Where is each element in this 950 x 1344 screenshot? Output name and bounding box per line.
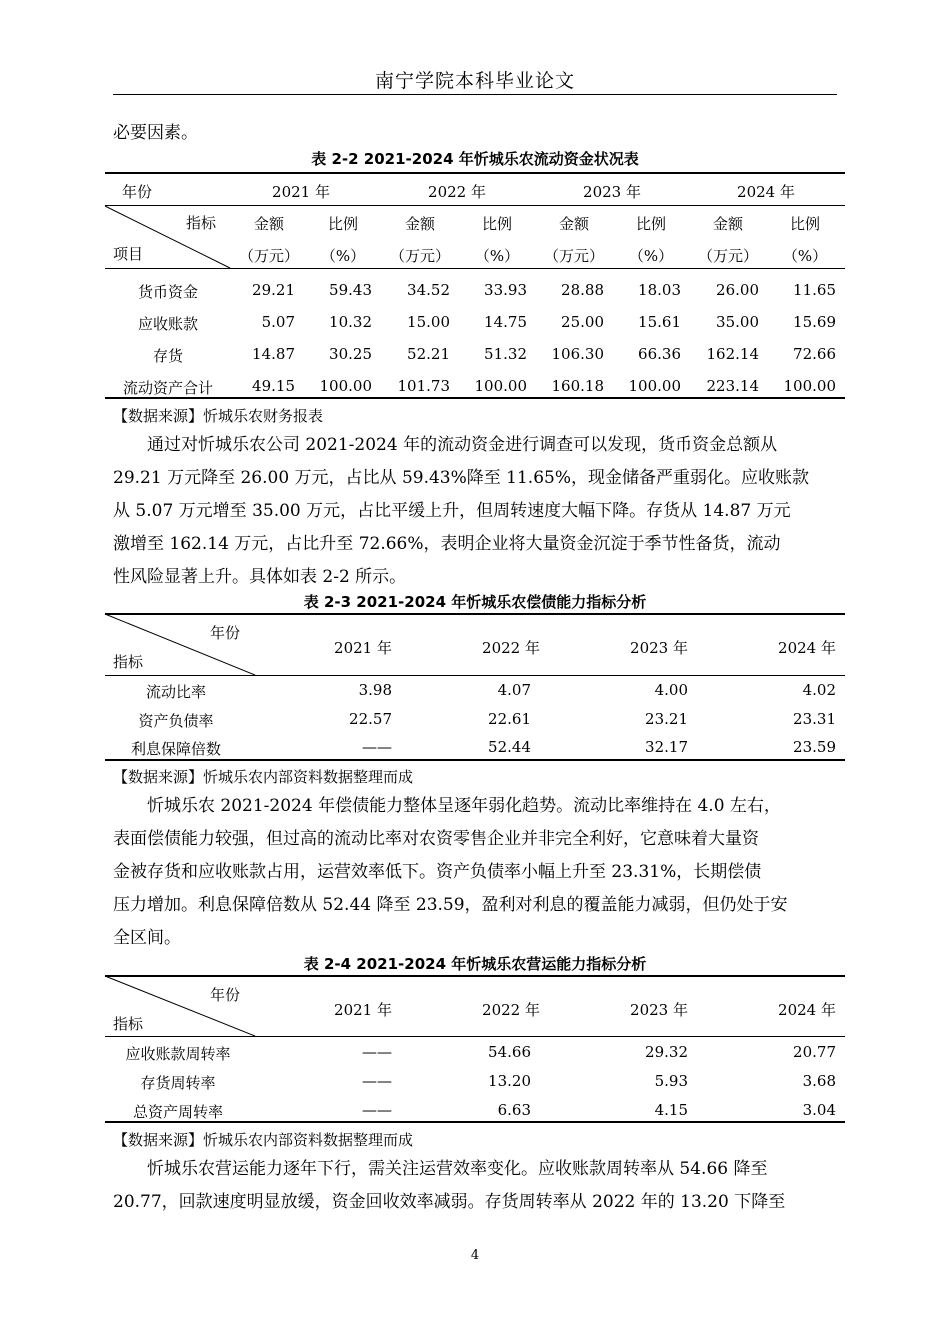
table-2-2-amount-label: 金额 — [404, 215, 436, 233]
page-header-title: 南宁学院本科毕业论文 — [374, 70, 575, 92]
table-2-4-cell: —— — [362, 1101, 392, 1119]
intro-line: 必要因素。 — [113, 123, 198, 143]
page-number: 4 — [470, 1248, 480, 1263]
table-2-2-cell: 15.69 — [793, 313, 836, 331]
table-2-3-year: 2024 年 — [778, 639, 836, 657]
table-2-2-year: 2021 年 — [272, 183, 330, 201]
paragraph-line: 忻城乐农营运能力逐年下行，需关注运营效率变化。应收账款周转率从 54.66 降至 — [147, 1159, 768, 1179]
table-2-3-cell: 22.61 — [488, 710, 531, 728]
table-2-2-cell: 100.00 — [319, 377, 372, 395]
table-2-3-cell: 4.07 — [497, 681, 531, 699]
table-2-3-cell: 23.21 — [645, 710, 688, 728]
table-2-2-amount-unit: （万元） — [543, 247, 605, 265]
table-2-3-row-label: 利息保障倍数 — [130, 740, 222, 758]
table-2-4-source: 【数据来源】忻城乐农内部资料数据整理而成 — [113, 1131, 414, 1149]
paragraph-3 — [113, 1153, 837, 1219]
table-2-4-cell: 3.04 — [802, 1101, 836, 1119]
table-2-3-cell: —— — [362, 738, 392, 756]
table-2-2-cell: 162.14 — [706, 345, 759, 363]
table-2-2-cell: 15.00 — [407, 313, 450, 331]
table-2-2-ratio-unit: （%） — [782, 247, 828, 265]
table-2-4-year-label: 年份 — [210, 986, 241, 1004]
paragraph-line: 忻城乐农 2021-2024 年偿债能力整体呈逐年弱化趋势。流动比率维持在 4.0 左右， — [147, 796, 781, 816]
table-2-2-ratio-unit: （%） — [320, 247, 366, 265]
table-2-2-cell: 100.00 — [783, 377, 836, 395]
table-2-4-year: 2022 年 — [482, 1001, 540, 1019]
table-2-2-cell: 59.43 — [329, 281, 372, 299]
table-2-2-cell: 101.73 — [397, 377, 450, 395]
table-2-2-cell: 49.15 — [252, 377, 295, 395]
table-2-2-caption: 表 2-2 2021-2024 年忻城乐农流动资金状况表 — [311, 150, 639, 168]
table-2-2-cell: 29.21 — [252, 281, 295, 299]
table-2-2-cell: 52.21 — [407, 345, 450, 363]
table-2-3-cell: 23.31 — [793, 710, 836, 728]
table-2-2-cell: 15.61 — [638, 313, 681, 331]
table-2-4-row-label: 存货周转率 — [140, 1074, 216, 1092]
table-2-2-cell: 100.00 — [474, 377, 527, 395]
paragraph-line: 通过对忻城乐农公司 2021-2024 年的流动资金进行调查可以发现，货币资金总额从 — [147, 435, 778, 455]
table-2-3-row-label: 资产负债率 — [138, 712, 214, 730]
table-2-3-indicator-label: 指标 — [113, 653, 144, 671]
table-2-4-row-label: 总资产周转率 — [132, 1103, 224, 1121]
table-2-2-cell: 66.36 — [638, 345, 681, 363]
table-2-2-cell: 100.00 — [628, 377, 681, 395]
paragraph-line: 激增至 162.14 万元，占比升至 72.66%，表明企业将大量资金沉淀于季节性备货，流动 — [113, 534, 781, 554]
paragraph-line: 29.21 万元降至 26.00 万元，占比从 59.43%降至 11.65%，现金储备严重弱化。应收账款 — [113, 468, 809, 488]
table-2-2-cell: 10.32 — [329, 313, 372, 331]
table-2-3-source: 【数据来源】忻城乐农内部资料数据整理而成 — [113, 768, 414, 786]
table-2-2-ratio-unit: （%） — [628, 247, 674, 265]
table-2-2-amount-unit: （万元） — [238, 247, 300, 265]
paragraph-line: 压力增加。利息保障倍数从 52.44 降至 23.59，盈利对利息的覆盖能力减弱，但仍处于安 — [113, 895, 788, 915]
table-2-3-row-label: 流动比率 — [145, 683, 207, 701]
paragraph-line: 表面偿债能力较强，但过高的流动比率对农资零售企业并非完全利好，它意味着大量资 — [113, 829, 759, 849]
table-2-2-cell: 26.00 — [716, 281, 759, 299]
table-2-2-year: 2023 年 — [583, 183, 641, 201]
table-2-4-row-label: 应收账款周转率 — [125, 1045, 231, 1063]
table-2-4-cell: 13.20 — [488, 1072, 531, 1090]
table-2-4-year: 2023 年 — [630, 1001, 688, 1019]
table-2-2-cell: 34.52 — [407, 281, 450, 299]
table-2-2-cell: 14.75 — [484, 313, 527, 331]
table-2-3-cell: 32.17 — [645, 738, 688, 756]
table-2-4-cell: 4.15 — [654, 1101, 688, 1119]
table-2-4-cell: —— — [362, 1043, 392, 1061]
table-2-2-cell: 28.88 — [561, 281, 604, 299]
table-2-2-year-label: 年份 — [122, 183, 153, 201]
table-2-3-year: 2022 年 — [482, 639, 540, 657]
table-2-2-item-label: 项目 — [113, 245, 144, 263]
table-2-2-ratio-unit: （%） — [474, 247, 520, 265]
table-2-2-cell: 5.07 — [261, 313, 295, 331]
paragraph-line: 从 5.07 万元增至 35.00 万元，占比平缓上升，但周转速度大幅下降。存货从 14.87 万元 — [113, 501, 791, 521]
table-2-3-cell: 23.59 — [793, 738, 836, 756]
table-2-4-bottom-rule — [105, 1121, 845, 1123]
table-2-3-year-label: 年份 — [210, 624, 241, 642]
table-2-4-indicator-label: 指标 — [113, 1015, 144, 1033]
table-2-2-cell: 35.00 — [716, 313, 759, 331]
table-2-3-cell: 4.00 — [654, 681, 688, 699]
table-2-2-amount-label: 金额 — [558, 215, 590, 233]
table-2-2-cell: 160.18 — [551, 377, 604, 395]
table-2-3-cell: 22.57 — [349, 710, 392, 728]
table-2-4-cell: 3.68 — [802, 1072, 836, 1090]
table-2-2-ratio-label: 比例 — [635, 215, 667, 233]
table-2-4-cell: 20.77 — [793, 1043, 836, 1061]
table-2-3-cell: 4.02 — [802, 681, 836, 699]
table-2-2-row-label: 应收账款 — [137, 315, 199, 333]
table-2-4-header-rule — [105, 1036, 845, 1037]
table-2-2-cell: 51.32 — [484, 345, 527, 363]
table-2-2-amount-label: 金额 — [712, 215, 744, 233]
table-2-2-indicator-label: 指标 — [186, 214, 217, 232]
table-2-2-cell: 18.03 — [638, 281, 681, 299]
table-2-2-row-label: 货币资金 — [137, 283, 199, 301]
table-2-2-row-label: 流动资产合计 — [122, 379, 214, 397]
table-2-2-source: 【数据来源】忻城乐农财务报表 — [113, 407, 324, 425]
table-2-2-ratio-label: 比例 — [481, 215, 513, 233]
table-2-3-cell: 52.44 — [488, 738, 531, 756]
table-2-2-cell: 30.25 — [329, 345, 372, 363]
table-2-2-year: 2022 年 — [428, 183, 486, 201]
table-2-2-amount-label: 金额 — [253, 215, 285, 233]
table-2-2-cell: 25.00 — [561, 313, 604, 331]
table-2-4-cell: 54.66 — [488, 1043, 531, 1061]
table-2-4-cell: 5.93 — [654, 1072, 688, 1090]
table-2-2-cell: 223.14 — [706, 377, 759, 395]
table-2-4-cell: 29.32 — [645, 1043, 688, 1061]
table-2-2-cell: 14.87 — [252, 345, 295, 363]
table-2-2-cell: 11.65 — [793, 281, 836, 299]
paragraph-line: 性风险显著上升。具体如表 2-2 所示。 — [113, 567, 407, 587]
table-2-4-cell: —— — [362, 1072, 392, 1090]
table-2-4-cell: 6.63 — [497, 1101, 531, 1119]
table-2-3-cell: 3.98 — [358, 681, 392, 699]
paragraph-line: 20.77，回款速度明显放缓，资金回收效率减弱。存货周转率从 2022 年的 13.20 下降至 — [113, 1192, 786, 1212]
table-2-2-row-label: 存货 — [152, 347, 184, 365]
paragraph-line: 金被存货和应收账款占用，运营效率低下。资产负债率小幅上升至 23.31%，长期偿债 — [113, 862, 762, 882]
table-2-2-cell: 72.66 — [793, 345, 836, 363]
table-2-2-cell: 106.30 — [551, 345, 604, 363]
table-2-2-amount-unit: （万元） — [697, 247, 759, 265]
table-2-3-year: 2021 年 — [334, 639, 392, 657]
table-2-2-cell: 33.93 — [484, 281, 527, 299]
table-2-2-ratio-label: 比例 — [789, 215, 821, 233]
table-2-3-caption: 表 2-3 2021-2024 年忻城乐农偿债能力指标分析 — [303, 593, 647, 611]
table-2-4-year: 2024 年 — [778, 1001, 836, 1019]
table-2-2-year: 2024 年 — [737, 183, 795, 201]
paragraph-line: 全区间。 — [113, 928, 181, 948]
table-2-2-amount-unit: （万元） — [389, 247, 451, 265]
table-2-3-year: 2023 年 — [630, 639, 688, 657]
table-2-4-year: 2021 年 — [334, 1001, 392, 1019]
table-2-4-caption: 表 2-4 2021-2024 年忻城乐农营运能力指标分析 — [303, 955, 647, 973]
table-2-2-ratio-label: 比例 — [327, 215, 359, 233]
